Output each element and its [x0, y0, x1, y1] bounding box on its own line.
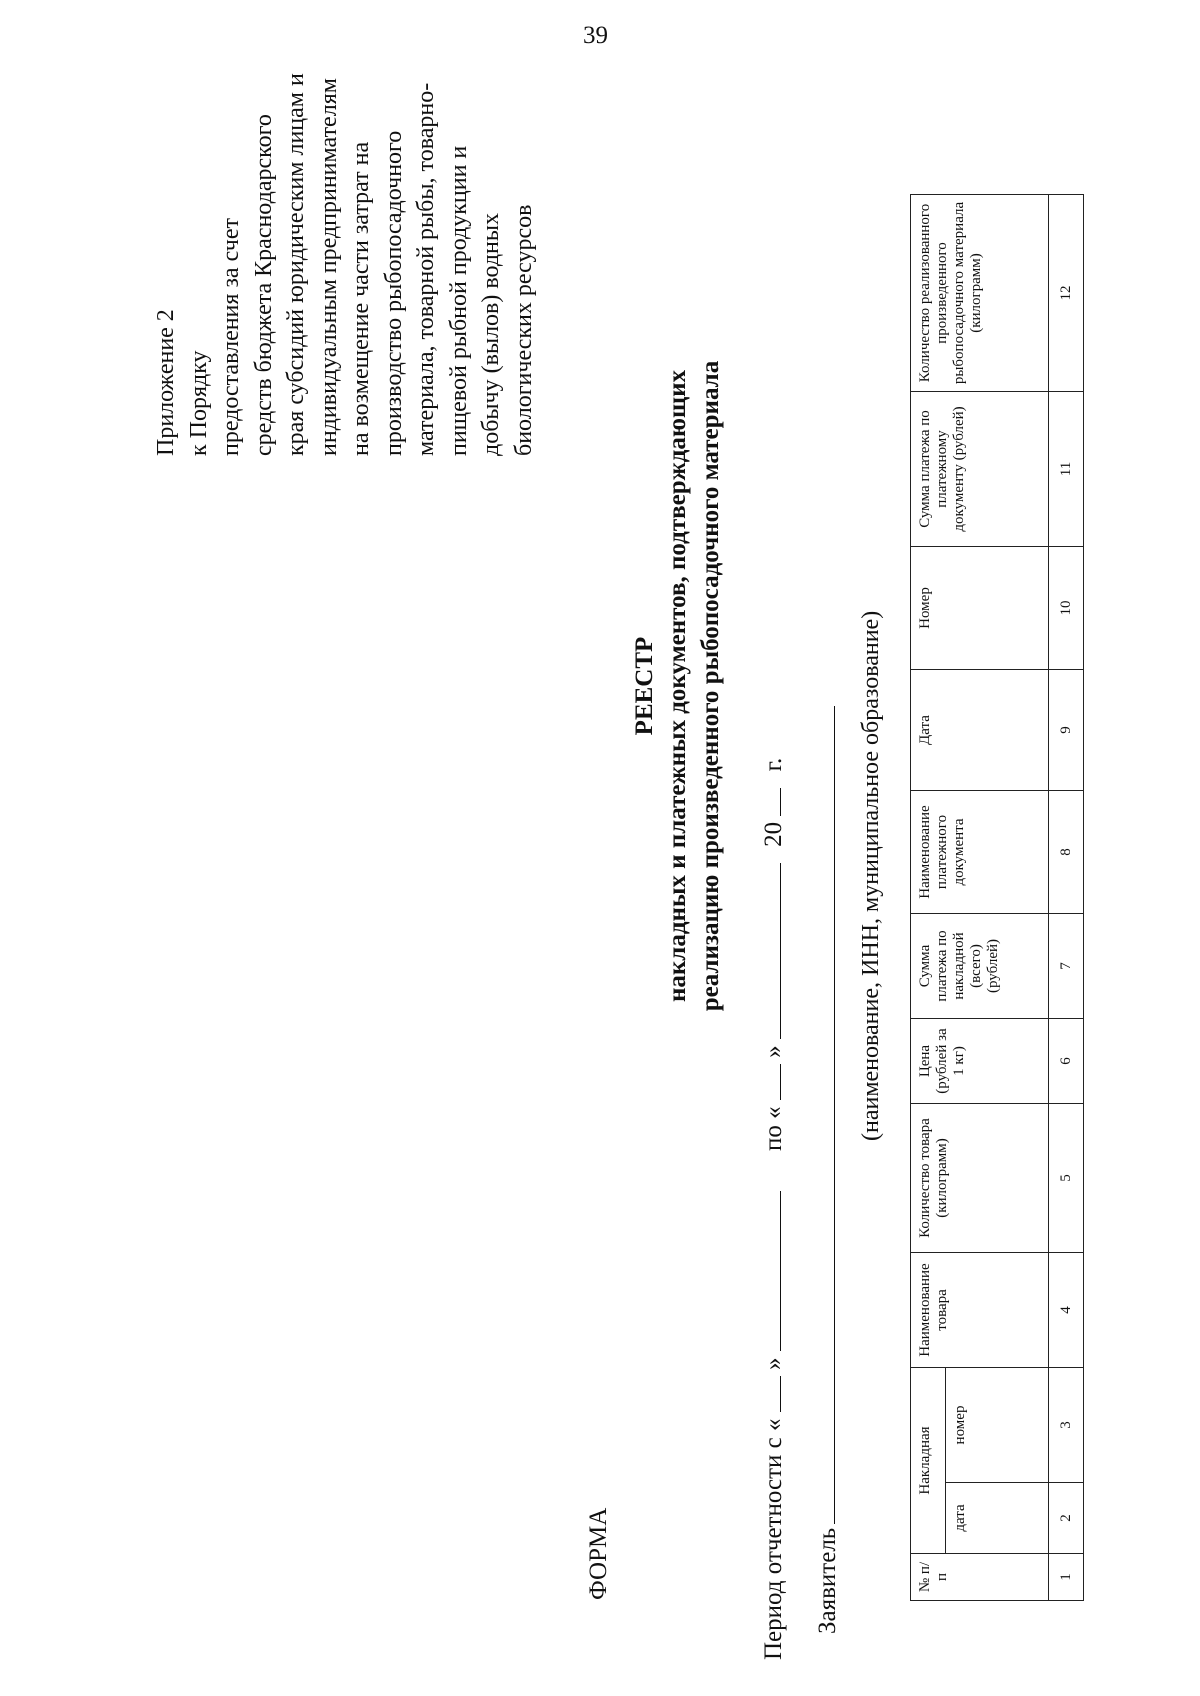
col-number-cell: 12 [1049, 195, 1084, 392]
period-to-day-field[interactable] [758, 1064, 781, 1100]
appendix-line: на возмещение части затрат на [348, 141, 374, 456]
appendix-line: материала, товарной рыбы, товарно- [413, 82, 439, 456]
reporting-period [758, 758, 788, 1660]
applicant-note: (наименование, ИНН, муниципальное образование) [858, 610, 884, 1141]
col-number-cell: 5 [1049, 1104, 1084, 1253]
appendix-line: пищевой рыбной продукции и [445, 145, 472, 456]
header-price: Цена (рублей за 1 кг) [911, 1019, 1049, 1104]
header-invoice-number: номер [946, 1368, 1049, 1483]
header-number: Номер [911, 547, 1049, 670]
col-number-cell: 7 [1049, 914, 1084, 1019]
applicant-row [812, 706, 842, 1634]
table-header-row [911, 195, 946, 1601]
col-number-cell: 10 [1049, 547, 1084, 670]
header-qty-sold: Количество реализованного произведенного рыбопосадочного материала (килограмм) [911, 195, 1049, 392]
appendix-line: биологических ресурсов [510, 204, 537, 456]
form-label: ФОРМА [585, 1507, 612, 1600]
col-number-cell: 8 [1049, 791, 1084, 914]
col-number-cell: 6 [1049, 1019, 1084, 1104]
applicant-label: Заявитель [814, 1527, 841, 1634]
appendix-block [150, 36, 540, 456]
registry-table [910, 194, 1084, 1601]
period-year-suffix: г. [760, 757, 787, 772]
period-to-month-field[interactable] [758, 863, 781, 1039]
col-number-cell: 2 [1049, 1483, 1084, 1554]
table-number-row [1049, 195, 1084, 1601]
period-year-prefix: 20 [760, 821, 787, 847]
col-number-cell: 9 [1049, 670, 1084, 791]
period-from-month-field[interactable] [758, 1191, 781, 1351]
applicant-field[interactable] [812, 706, 835, 1524]
appendix-line: к Порядку [185, 350, 212, 456]
period-prefix: Период отчетности с « [760, 1418, 787, 1660]
period-by: по « [760, 1106, 787, 1152]
col-number-cell: 11 [1049, 392, 1084, 547]
header-no: № п/п [911, 1554, 1049, 1601]
col-number-cell: 1 [1049, 1554, 1084, 1601]
appendix-line: Приложение 2 [153, 309, 179, 456]
title-line-1: накладных и платежных документов, подтверждающих [664, 370, 691, 1002]
title-line-2: реализацию произведенного рыбопосадочного материала [697, 360, 724, 1012]
period-quote-close: » [760, 1357, 787, 1371]
appendix-line: средств бюджета Краснодарского [250, 114, 277, 456]
title-heading: РЕЕСТР [631, 636, 658, 736]
appendix-line: предоставления за счет [218, 218, 244, 456]
col-number-cell: 4 [1049, 1253, 1084, 1368]
header-sum-invoice: Сумма платежа по накладной (всего) (рублей) [911, 914, 1049, 1019]
appendix-line: края субсидий юридическим лицам и [283, 73, 309, 456]
header-invoice: Накладная [911, 1368, 946, 1554]
period-year-field[interactable] [758, 788, 781, 816]
period-quote-close-2: » [760, 1045, 787, 1058]
header-goods-name: Наименование товара [911, 1253, 1049, 1368]
appendix-line: индивидуальным предпринимателям [315, 78, 342, 456]
header-sum-pay-doc: Сумма платежа по платежному документу (рублей) [911, 392, 1049, 547]
period-from-day-field[interactable] [758, 1376, 781, 1412]
header-invoice-date: дата [946, 1483, 1049, 1554]
col-number-cell: 3 [1049, 1368, 1084, 1483]
header-goods-qty: Количество товара (килограмм) [911, 1104, 1049, 1253]
header-date: Дата [911, 670, 1049, 791]
document-title [628, 196, 727, 1176]
appendix-line: добычу (вылов) водных [478, 212, 504, 456]
appendix-line: производство рыбопосадочного [380, 130, 407, 456]
header-pay-doc-name: Наименование платежного документа [911, 791, 1049, 914]
page-number: 39 [583, 22, 608, 49]
